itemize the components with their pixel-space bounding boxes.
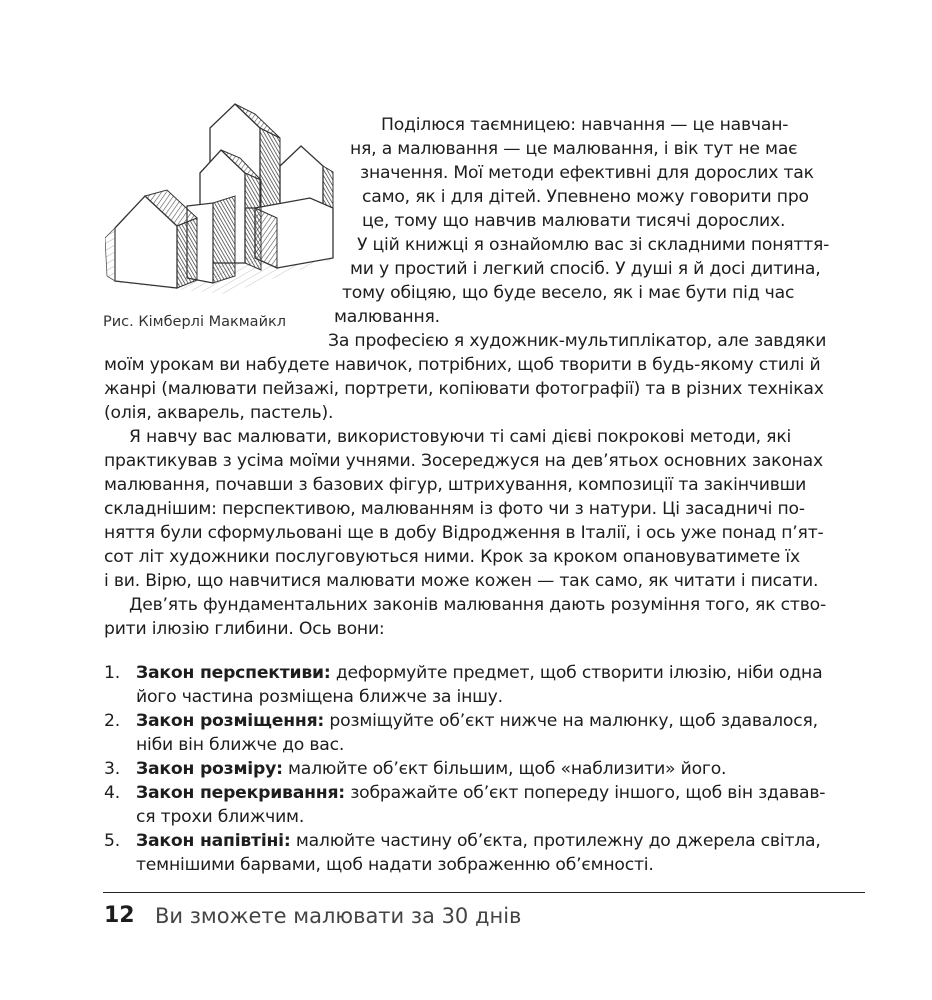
law-text: деформуйте предмет, щоб створити ілюзію, ніби одна <box>330 663 823 683</box>
list-number: 5. <box>104 831 120 851</box>
text-line: значення. Мої методи ефективні для дорослих так <box>360 163 814 183</box>
text-line: рити ілюзію глибини. Ось вони: <box>104 619 385 639</box>
text-line: жанрі (малювати пейзажі, портрети, копіювати фотографії) та в різних техніках <box>104 379 824 399</box>
list-line <box>136 709 818 733</box>
text-line: За професією я художник-мультиплікатор, але завдяки <box>328 331 827 351</box>
text-line: Дев’ять фундаментальних законів малювання дають розуміння того, як ство- <box>129 595 826 615</box>
law-text: малюйте частину об’єкта, протилежну до джерела світла, <box>290 831 821 851</box>
list-number: 1. <box>104 663 120 683</box>
law-term: Закон перекривання: <box>136 783 345 803</box>
law-text: зображайте об’єкт попереду іншого, щоб він здавав- <box>344 783 826 803</box>
text-line: (олія, акварель, пастель). <box>104 403 334 423</box>
list-line: темнішими барвами, щоб надати зображенню об’ємності. <box>136 855 654 875</box>
footer-divider <box>103 892 865 893</box>
text-line: Поділюся таємницею: навчання — це навчан- <box>381 115 789 135</box>
text-line: і ви. Вірю, що навчитися малювати може кожен — так само, як читати і писати. <box>104 571 819 591</box>
text-line: няття були сформульовані ще в добу Відродження в Італії, і ось уже понад п’ят- <box>104 523 824 543</box>
list-line: його частина розміщена ближче за іншу. <box>136 687 503 707</box>
list-line <box>136 757 726 781</box>
law-text: малюйте об’єкт більшим, щоб «наблизити» його. <box>282 759 727 779</box>
text-line: це, тому що навчив малювати тисячі дорослих. <box>362 211 786 231</box>
law-term: Закон розміщення: <box>136 711 325 731</box>
list-line <box>136 661 822 685</box>
text-line: складнішим: перспективою, малюванням із фото чи з натури. Ці засадничі по- <box>104 499 805 519</box>
houses-sketch-illustration <box>105 98 337 298</box>
text-line: само, як і для дітей. Упевнено можу говорити про <box>362 187 809 207</box>
law-term: Закон перспективи: <box>136 663 331 683</box>
list-number: 2. <box>104 711 120 731</box>
book-title: Ви зможете малювати за 30 днів <box>155 904 522 928</box>
text-line: сот літ художники послуговуються ними. Крок за кроком опановуватимете їх <box>104 547 800 567</box>
text-line: тому обіцяю, що буде весело, як і має бути під час <box>342 283 795 303</box>
text-line: Я навчу вас малювати, використовуючи ті самі дієві покрокові методи, які <box>129 427 792 447</box>
law-term: Закон розміру: <box>136 759 283 779</box>
list-line: ся трохи ближчим. <box>136 807 305 827</box>
text-line: малювання, почавши з базових фігур, штрихування, композиції та закінчивши <box>104 475 807 495</box>
page-number: 12 <box>104 903 135 928</box>
text-line: моїм урокам ви набудете навичок, потрібних, щоб творити в будь-якому стилі й <box>104 355 821 375</box>
text-line: практикував з усіма моїми учнями. Зосереджуся на дев’ятьох основних законах <box>104 451 823 471</box>
text-line: У цій книжці я ознайомлю вас зі складними поняття- <box>357 235 830 255</box>
list-number: 4. <box>104 783 120 803</box>
figure-caption: Рис. Кімберлі Макмайкл <box>103 314 287 330</box>
text-line: ня, а малювання — це малювання, і вік тут не має <box>350 139 798 159</box>
law-term: Закон напівтіні: <box>136 831 291 851</box>
list-line: ніби він ближче до вас. <box>136 735 345 755</box>
list-number: 3. <box>104 759 120 779</box>
text-line: ми у простий і легкий спосіб. У душі я й досі дитина, <box>350 259 821 279</box>
text-line: малювання. <box>334 307 440 327</box>
law-text: розміщуйте об’єкт нижче на малюнку, щоб здавалося, <box>324 711 818 731</box>
list-line <box>136 781 825 805</box>
list-line <box>136 829 821 853</box>
